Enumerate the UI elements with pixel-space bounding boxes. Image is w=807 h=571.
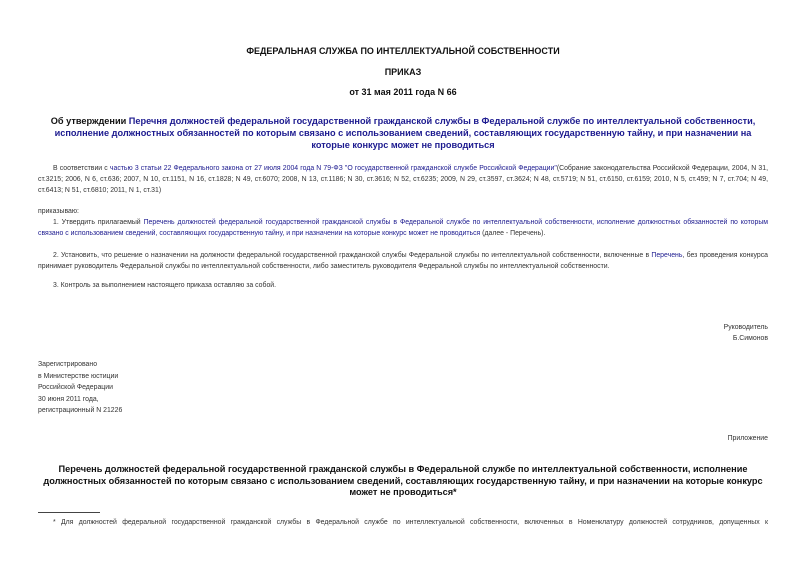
signatory-name: Б.Симонов <box>732 335 768 342</box>
item-1-prefix: 1. Утвердить прилагаемый <box>53 219 144 226</box>
registration-line: в Министерстве юстиции <box>38 372 119 380</box>
registration-line: Зарегистрировано <box>38 361 98 368</box>
appendix-label: Приложение <box>727 435 768 442</box>
item-2-prefix: 2. Установить, что решение о назначении на должности федеральной государственной гражданской службы Федеральной службы по интеллектуальной собственности, включенные в <box>53 252 652 259</box>
item-2-suffix: , без проведения конкурса принимает руководитель Федеральной службы по интеллектуальной собственности, либо заместитель руководителя Федеральной службы по интеллектуальной собственности. <box>38 252 768 270</box>
registration-block <box>38 359 122 417</box>
signatory-position: Руководитель <box>723 324 768 331</box>
title-prefix: Об утверждении <box>50 116 129 126</box>
order-item-3: 3. Контроль за выполнением настоящего приказа оставляю за собой. <box>53 282 277 289</box>
footnote-divider <box>38 512 100 513</box>
intro-citation: (Собрание законодательства Российской Федерации, 2004, N 31, ст.3215; 2006, N 6, ст.636; 2007, N 10, ст.1151, N 16, ст.1828; N 49, ст.6070; 2008, N 13, ст.1186; N 30, ст.3616; N 52, ст.6235; 2009, N 29, ст.3597, ст.3624; N 48, ст.5719; N 51, ст.6150, ст.6159; 2010, N 5, ст.459; N 7, ст.704; N 49, ст.6413; N 51, ст.6810; 2011, N 1, ст.31) <box>38 165 769 194</box>
intro-paragraph <box>38 163 768 196</box>
title-list-link[interactable]: Перечня должностей федеральной государственной гражданской службы в Федеральной службе по интеллектуальной собственности, исполнение должностных обязанностей по которым связано с использованием сведений, составляющих государственную тайну, и при назначении на которые конкурс может не проводиться <box>54 116 756 150</box>
document-date-number: от 31 мая 2011 года N 66 <box>349 87 457 97</box>
footnote: * Для должностей федеральной государственной гражданской службы в Федеральной службе по интеллектуальной собственности, включенных в Номенклатуру должностей сотрудников, допущенных к <box>53 519 768 526</box>
appendix-title: Перечень должностей федеральной государственной гражданской службы в Федеральной службе по интеллектуальной собственности, исполнение должностных обязанностей по которым связано с использованием сведений, составляющих государственную тайну, и при назначении на которые конкурс может не проводиться* <box>43 464 763 497</box>
item-1-suffix: (далее - Перечень). <box>480 230 546 237</box>
item-1-list-link[interactable]: Перечень должностей федеральной государственной гражданской службы в Федеральной службе по интеллектуальной собственности, исполнение должностных обязанностей по которым связано с использованием сведений, составляющих государственную тайну, и при назначении на которые конкурс может не проводиться <box>38 219 769 237</box>
order-item-1 <box>38 217 768 239</box>
issuing-organization: ФЕДЕРАЛЬНАЯ СЛУЖБА ПО ИНТЕЛЛЕКТУАЛЬНОЙ СОБСТВЕННОСТИ <box>246 46 560 56</box>
registration-line: 30 июня 2011 года, <box>38 395 99 403</box>
item-2-list-link[interactable]: Перечень <box>651 252 683 259</box>
order-word: приказываю: <box>38 208 79 215</box>
signature-block <box>724 322 768 344</box>
federal-law-link[interactable]: частью 3 статьи 22 Федерального закона от 27 июля 2004 года N 79-ФЗ "О государственной гражданской службе Российской Федерации" <box>109 165 557 172</box>
registration-line: Российской Федерации <box>38 384 113 392</box>
registration-line: регистрационный N 21226 <box>38 407 123 415</box>
intro-prefix: В соответствии с <box>53 165 110 172</box>
document-title <box>38 115 768 151</box>
order-item-2 <box>38 250 768 272</box>
document-type: ПРИКАЗ <box>384 67 422 77</box>
